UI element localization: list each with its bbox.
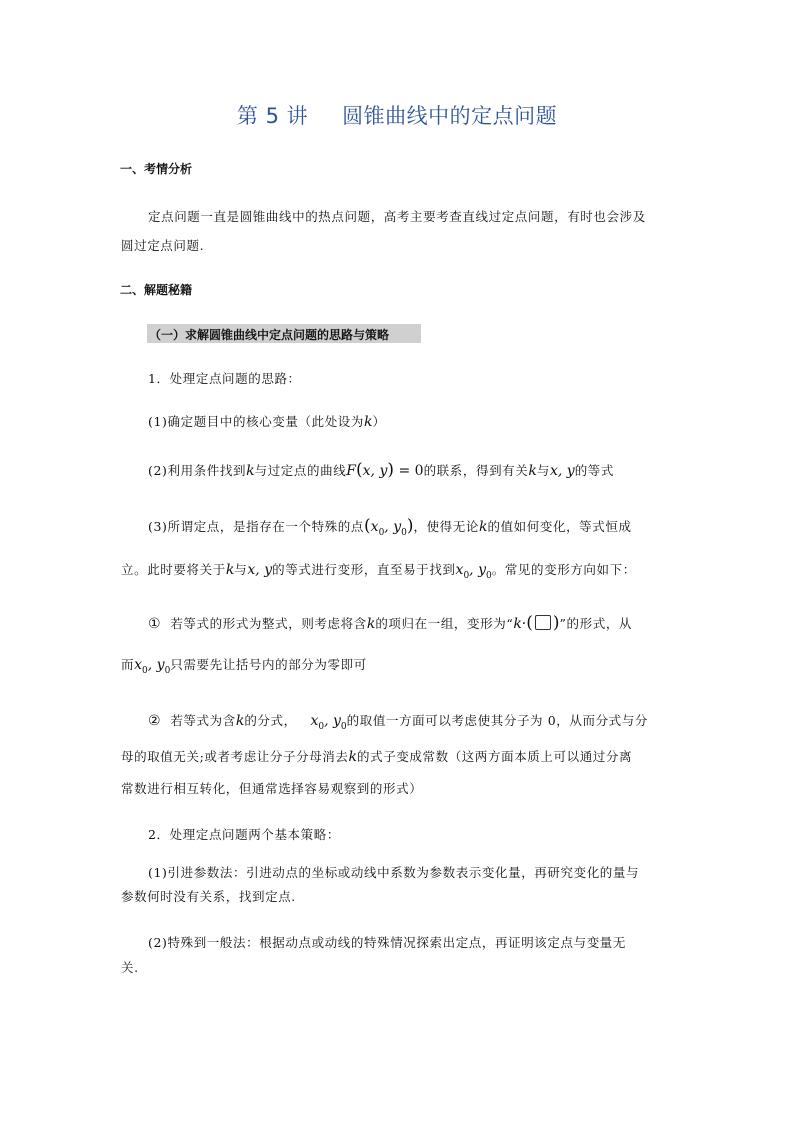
paragraph-line: 常数进行相互转化，但通常选择容易观察到的形式） — [121, 781, 423, 796]
page-title — [0, 100, 794, 130]
paragraph-line: 定点问题一直是圆锥曲线中的热点问题，高考主要考查直线过定点问题，有时也会涉及 — [148, 209, 646, 224]
paragraph-line: (3)所谓定点，是指存在一个特殊的点($x_0$, $y_0$)，使得无论k的值如何变化，等式恒成 — [148, 516, 632, 538]
list-item-heading: 1．处理定点问题的思路： — [148, 371, 301, 386]
paragraph-line: (1)引进参数法：引进动点的坐标或动线中系数为参数表示变化量，再研究变化的量与 — [148, 865, 640, 880]
lecture-topic: 圆锥曲线中的定点问题 — [342, 104, 558, 128]
paragraph-line: 立。此时要将关于k与x, y的等式进行变形，直至易于找到$x_0$, $y_0$。常见的变形方向如下： — [121, 562, 636, 581]
placeholder-box — [535, 615, 551, 630]
list-item-heading: 2．处理定点问题两个基本策略： — [148, 827, 340, 842]
section-heading-analysis: 一、考情分析 — [120, 162, 193, 176]
paragraph-line: 参数何时没有关系，找到定点. — [121, 889, 296, 904]
paragraph-line: (2)利用条件找到k与过定点的曲线F(x, y) = 0的联系，得到有关k与x, y的等式 — [148, 460, 614, 480]
section-heading-secrets: 二、解题秘籍 — [120, 283, 193, 297]
paragraph-line: ① 若等式的形式为整式，则考虑将含k的项归在一组，变形为“k·( )”的形式，从 — [148, 613, 633, 633]
paragraph-line: 圆过定点问题. — [121, 238, 205, 253]
paragraph-line: 而$x_0$, $y_0$只需要先让括号内的部分为零即可 — [121, 657, 367, 676]
paragraph-line: ② 若等式为含k的分式， $x_0$, $y_0$的取值一方面可以考虑使其分子为 0，从而分式与分 — [148, 713, 648, 732]
paragraph-line: (1)确定题目中的核心变量（此处设为k） — [148, 414, 386, 430]
lecture-number: 第 5 讲 — [236, 104, 309, 128]
circled-number-2: ② — [148, 713, 162, 729]
paragraph-line: (2)特殊到一般法：根据动点或动线的特殊情况探索出定点，再证明该定点与变量无 — [148, 935, 627, 950]
paragraph-line: 母的取值无关;或者考虑让分子分母消去k的式子变成常数（这两方面本质上可以通过分离 — [121, 749, 633, 765]
circled-number-1: ① — [148, 616, 162, 632]
highlighted-subheading — [147, 324, 421, 343]
paragraph-line: 关. — [121, 960, 139, 975]
subheading-text: （一）求解圆锥曲线中定点问题的思路与策略 — [149, 328, 390, 342]
